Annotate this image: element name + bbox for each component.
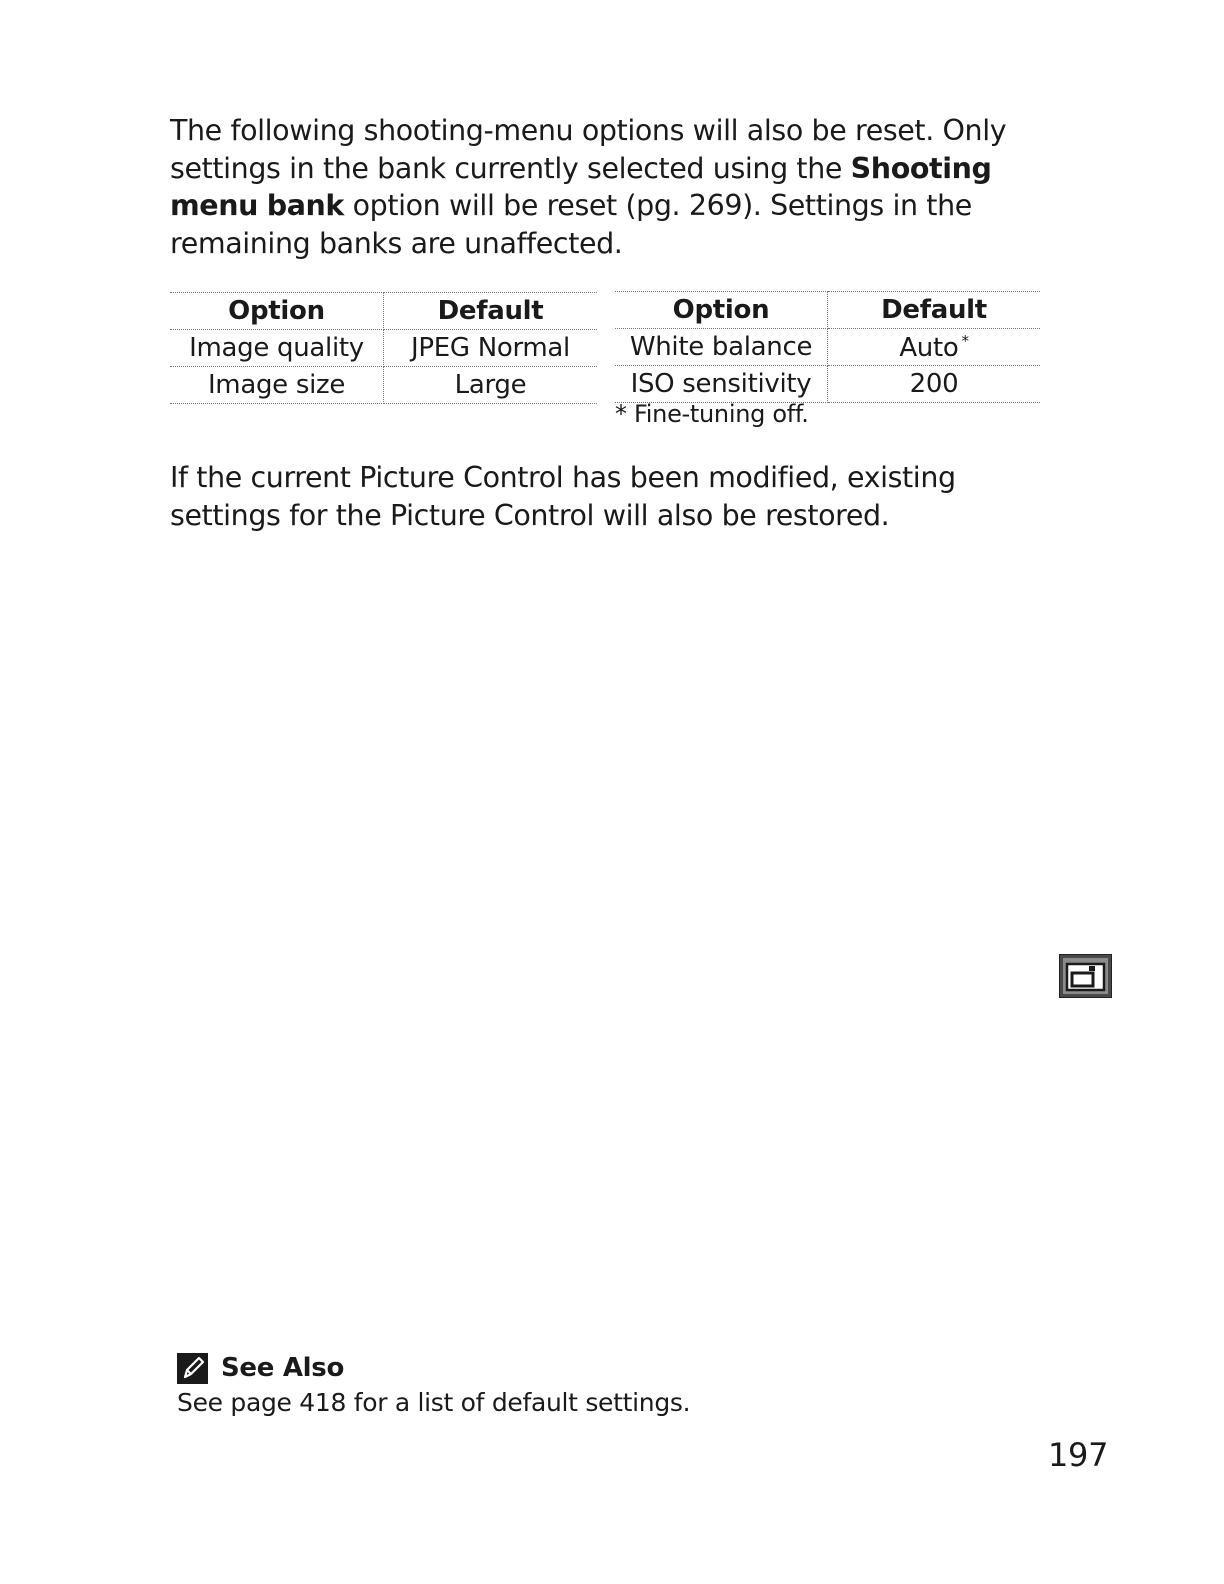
see-also-header — [177, 1350, 877, 1386]
table-row — [615, 366, 1040, 403]
default-value: Auto — [899, 332, 959, 363]
column-header-default: Default — [828, 292, 1041, 329]
page-number: 197 — [1048, 1436, 1109, 1474]
column-header-default: Default — [384, 293, 598, 330]
intro-paragraph — [170, 112, 1050, 262]
default-cell — [828, 329, 1041, 366]
intro-text-end: option will be reset (pg. 269). Settings in the remaining banks are unaffected. — [170, 189, 972, 260]
bank-bold-term: bank — [266, 189, 344, 222]
option-cell: Image quality — [170, 330, 384, 367]
see-also-box — [177, 1350, 877, 1417]
table-row — [170, 330, 597, 367]
table-header-row — [170, 293, 597, 330]
reset-options-table-right — [615, 291, 1040, 403]
see-also-title: See Also — [221, 1353, 345, 1383]
column-header-option: Option — [615, 292, 828, 329]
column-header-option: Option — [170, 293, 384, 330]
camera-shooting-menu-icon — [1059, 954, 1112, 998]
option-cell: ISO sensitivity — [615, 366, 828, 403]
picture-control-paragraph: If the current Picture Control has been modified, existing settings for the Picture Control will also be restored. — [170, 461, 956, 532]
default-cell: 200 — [828, 366, 1041, 403]
table-row — [170, 367, 597, 404]
table-header-row — [615, 292, 1040, 329]
option-cell: White balance — [615, 329, 828, 366]
see-also-text: See page 418 for a list of default settings. — [177, 1388, 691, 1417]
footnote-marker: * — [961, 331, 969, 350]
reset-options-table-left — [170, 292, 597, 404]
table-row — [615, 329, 1040, 366]
intro-text-start: The following shooting-menu options will also be reset. Only settings in the bank currently selected using the — [170, 114, 1007, 185]
default-cell: JPEG Normal — [384, 330, 598, 367]
pencil-icon — [177, 1353, 208, 1384]
table-footnote: * Fine-tuning off. — [615, 400, 809, 428]
shooting-menu-bold-term: Shooting menu — [170, 151, 992, 222]
default-cell: Large — [384, 367, 598, 404]
option-cell: Image size — [170, 367, 384, 404]
